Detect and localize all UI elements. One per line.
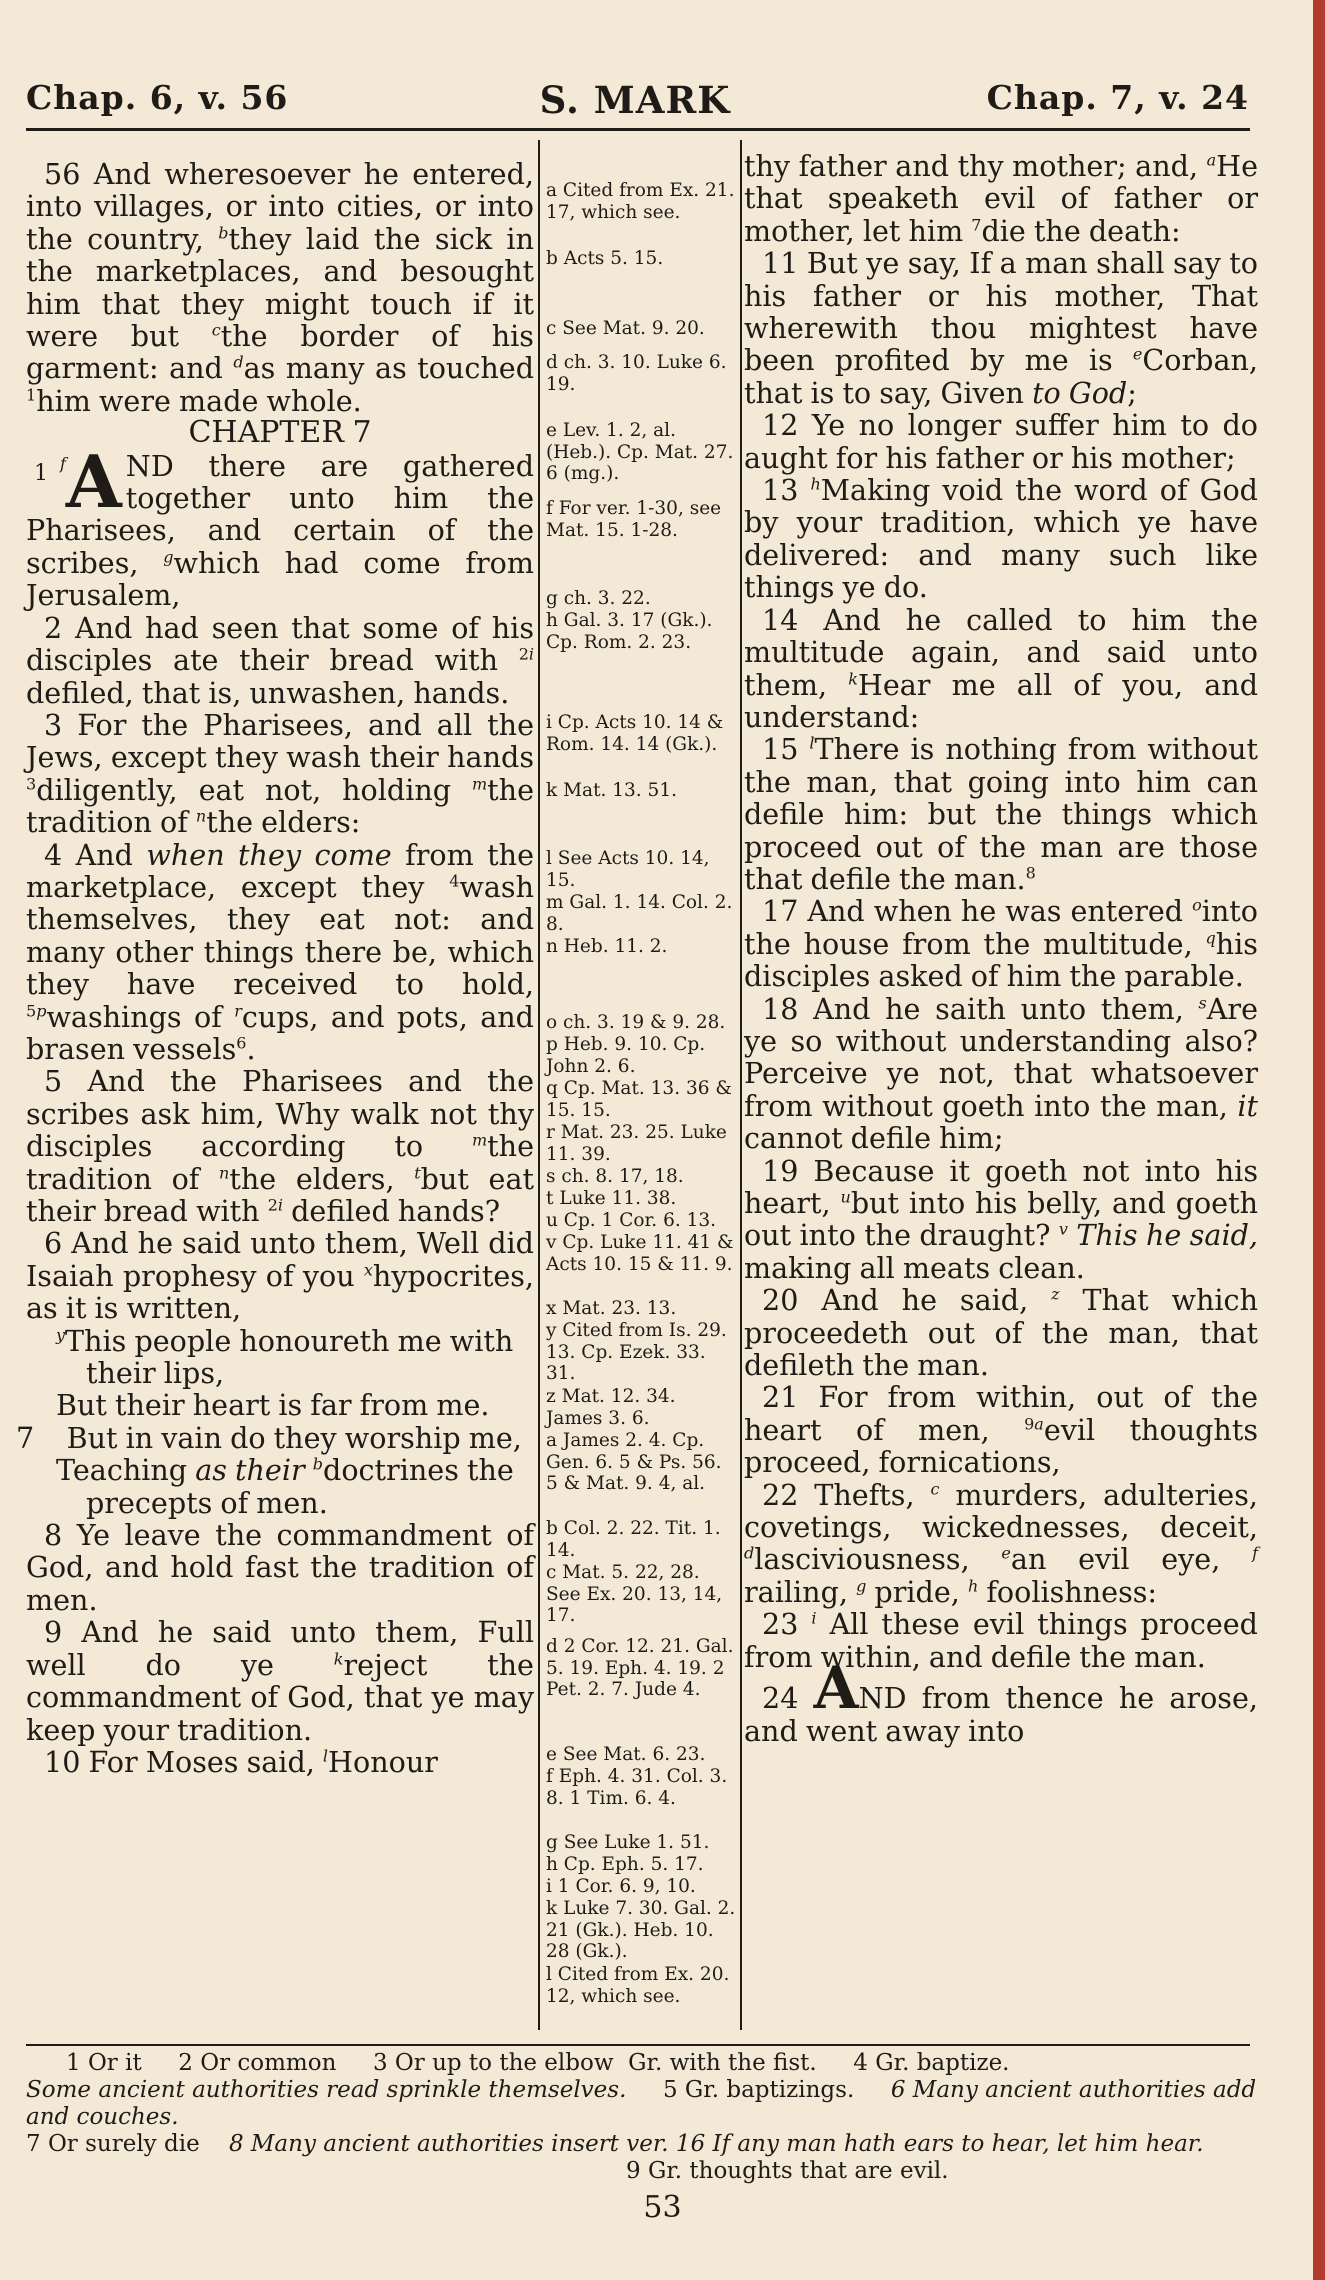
verse-13: 13 $^h$Making void the word of God by your tradition, which ye have delivered: and many such like things ye do.	[744, 473, 1258, 605]
footnote-line-1: 1 Or it 2 Or common 3 Or up to the elbow Gr. with the fist. 4 Gr. baptize.	[66, 2050, 1010, 2076]
header-title: S. MARK	[539, 78, 731, 122]
margin-ref: b Col. 2. 22. Tit. 1. 14.	[546, 1518, 721, 1561]
verse-3: 3 For the Pharisees, and all the Jews, except they wash their hands $^3$diligently, eat not, holding $^m$the tradition of $^n$the elders:	[26, 707, 534, 840]
column-divider-left	[538, 140, 540, 2030]
verse-10: 10 For Moses said, $^l$Honour	[44, 1744, 438, 1779]
margin-ref: p Heb. 9. 10. Cp. John 2. 6.	[546, 1034, 706, 1077]
margin-ref: h Cp. Eph. 5. 17.	[546, 1854, 704, 1875]
margin-ref: q Cp. Mat. 13. 36 & 15. 15.	[546, 1078, 732, 1121]
margin-ref: d ch. 3. 10. Luke 6. 19.	[546, 352, 727, 395]
quote-line-3: 7 But in vain do they worship me,	[16, 1420, 522, 1455]
chapter-heading: CHAPTER 7	[188, 415, 372, 451]
quote-line-2: But their heart is far from me.	[56, 1388, 490, 1423]
verse-20: 20 And he said, $^z$ That which proceedeth out of the man, that defileth the man.	[744, 1283, 1258, 1383]
margin-ref: t Luke 11. 38.	[546, 1188, 677, 1209]
margin-ref: d 2 Cor. 12. 21. Gal. 5. 19. Eph. 4. 19. 2 Pet. 2. 7. Jude 4.	[546, 1636, 734, 1700]
footnotes	[26, 2050, 1266, 2185]
margin-ref: o ch. 3. 19 & 9. 28.	[546, 1012, 726, 1033]
margin-ref: l Cited from Ex. 20. 12, which see.	[546, 1964, 730, 2007]
margin-ref: k Luke 7. 30. Gal. 2. 21 (Gk.). Heb. 10. 28 (Gk.).	[546, 1898, 736, 1962]
margin-ref: c Mat. 5. 22, 28. See Ex. 20. 13, 14, 17.	[546, 1562, 723, 1626]
verse-22: 22 Thefts, $^c$ murders, adulteries, covetings, wickednesses, deceit, $^d$lasciviousness, $^e$an evil eye, $^f$ railing, $^g$ pride, $^h$ foolishness:	[744, 1477, 1258, 1609]
verse-17: 17 And when he was entered $^o$into the house from the multitude, $^q$his disciples asked of him the parable.	[744, 894, 1258, 994]
verse-6: 6 And he said unto them, Well did Isaiah prophesy of you $^x$hypocrites, as it is written,	[26, 1226, 534, 1326]
verse-1: 1 f A ND there are gathered together unto him the Pharisees, and certain of the scribes, $^g$which had come from Jerusalem,	[26, 438, 534, 613]
verse-56: 56 And wheresoever he entered, into villages, or into cities, or into the country, $^b$they laid the sick in the marketplaces, and besought him that they might touch if it were but $^c$the border of his garment: and $^d$as many as touched $^1$him were made whole.	[26, 157, 535, 418]
right-text-column	[744, 150, 1258, 1747]
margin-ref: e Lev. 1. 2, al. (Heb.). Cp. Mat. 27. 6 (mg.).	[546, 420, 734, 484]
verse-19: 19 Because it goeth not into his heart, $^u$but into his belly, and goeth out into the draught? $^v$ This he said, making all meats clean.	[744, 1153, 1258, 1285]
margin-ref: s ch. 8. 17, 18.	[546, 1166, 684, 1187]
verse-4: 4 And when they come from the marketplace, except they $^4$wash themselves, they eat not: and many other things there be, which they have received to hold, $^{5p}$washings of $^r$cups, and pots, and brasen vessels$^6$.	[26, 837, 534, 1066]
page-number: 53	[643, 2190, 682, 2225]
header-rule	[26, 128, 1250, 131]
footnote-line-3: 7 Or surely die 8 Many ancient authorities insert ver. 16 If any man hath ears to hear, let him hear.	[26, 2131, 1204, 2157]
margin-ref: i Cp. Acts 10. 14 & Rom. 14. 14 (Gk.).	[546, 712, 724, 755]
margin-ref: m Gal. 1. 14. Col. 2. 8.	[546, 892, 733, 935]
margin-ref: v Cp. Luke 11. 41 & Acts 10. 15 & 11. 9.	[546, 1232, 734, 1275]
verse-2: 2 And had seen that some of his disciples ate their bread with $^{2i}$ defiled, that is, unwashen, hands.	[26, 610, 534, 710]
margin-ref: n Heb. 11. 2.	[546, 936, 668, 957]
verse-23: 23 $^i$ All these evil things proceed from within, and defile the man.	[744, 1607, 1258, 1674]
header-left: Chap. 6, v. 56	[26, 78, 289, 117]
margin-ref: h Gal. 3. 17 (Gk.). Cp. Rom. 2. 23.	[546, 610, 713, 653]
margin-ref: l See Acts 10. 14, 15.	[546, 848, 710, 891]
verse-21: 21 For from within, out of the heart of men, $^{9a}$evil thoughts proceed, fornications,	[744, 1380, 1258, 1480]
margin-ref: c See Mat. 9. 20.	[546, 318, 705, 339]
verse-11: 11 But ye say, If a man shall say to his father or his mother, That wherewith thou mightest have been profited by me is $^e$Corban, that is to say, Given to God;	[744, 246, 1258, 410]
verse-14: 14 And he called to him the multitude again, and said unto them, $^k$Hear me all of you, and understand:	[744, 602, 1258, 734]
margin-ref: f For ver. 1-30, see Mat. 15. 1-28.	[546, 498, 722, 541]
margin-ref: a James 2. 4. Cp. Gen. 6. 5 & Ps. 56. 5 & Mat. 9. 4, al.	[546, 1430, 722, 1494]
left-text-column	[16, 157, 535, 1779]
column-divider-right	[740, 140, 742, 2030]
verse-15: 15 $^l$There is nothing from without the man, that going into him can defile him: but the things which proceed out of the man are those that defile the man.$^8$	[744, 732, 1258, 896]
footnote-line-4: 9 Gr. thoughts that are evil.	[626, 2158, 949, 2184]
red-page-edge	[1313, 0, 1325, 2280]
verse-18: 18 And he saith unto them, $^s$Are ye so without understanding also? Perceive ye not, that whatsoever from without goeth into the man, it cannot defile him;	[744, 991, 1258, 1156]
quote-line-1: $^y$This people honoureth me with their lips,	[56, 1323, 514, 1391]
verse-9: 9 And he said unto them, Full well do ye $^k$reject the commandment of God, that ye may keep your tradition.	[26, 1615, 534, 1747]
margin-ref: g ch. 3. 22.	[546, 588, 651, 609]
margin-ref: b Acts 5. 15.	[546, 248, 664, 269]
margin-ref: a Cited from Ex. 21. 17, which see.	[546, 180, 735, 223]
margin-ref: x Mat. 23. 13.	[546, 1298, 677, 1319]
verse-24: 24 AND from thence he arose, and went away into	[744, 1654, 1258, 1748]
margin-ref: z Mat. 12. 34. James 3. 6.	[546, 1386, 676, 1429]
verse-12: 12 Ye no longer suffer him to do aught for his father or his mother;	[744, 408, 1258, 475]
margin-ref: k Mat. 13. 51.	[546, 780, 677, 801]
verse-5: 5 And the Pharisees and the scribes ask him, Why walk not thy disciples according to $^m$the tradition of $^n$the elders, $^t$but eat their bread with $^{2i}$ defiled hands?	[26, 1064, 534, 1228]
drop-cap-24: A	[813, 1654, 859, 1723]
margin-ref: r Mat. 23. 25. Luke 11. 39.	[546, 1122, 727, 1165]
header-right: Chap. 7, v. 24	[986, 78, 1249, 117]
verse-8: 8 Ye leave the commandment of God, and hold fast the tradition of men.	[26, 1518, 534, 1617]
drop-cap: A	[65, 438, 122, 524]
quote-line-4: Teaching as their $^b$doctrines the precepts of men.	[56, 1453, 514, 1520]
footnote-rule	[26, 2044, 1250, 2046]
margin-ref: e See Mat. 6. 23.	[546, 1744, 706, 1765]
margin-ref: i 1 Cor. 6. 9, 10.	[546, 1876, 696, 1897]
margin-ref: g See Luke 1. 51.	[546, 1832, 710, 1853]
margin-ref: y Cited from Is. 29. 13. Cp. Ezek. 33. 31.	[546, 1320, 727, 1384]
margin-ref: f Eph. 4. 31. Col. 3. 8. 1 Tim. 6. 4.	[546, 1766, 728, 1809]
margin-ref: u Cp. 1 Cor. 6. 13.	[546, 1210, 717, 1231]
footnote-line-2: Some ancient authorities read sprinkle themselves. 5 Gr. baptizings. 6 Many ancient authorities add and couches.	[26, 2077, 1257, 2130]
verse-10-cont: thy father and thy mother; and, $^a$He that speaketh evil of father or mother, let him $^7$die the death:	[744, 149, 1258, 248]
